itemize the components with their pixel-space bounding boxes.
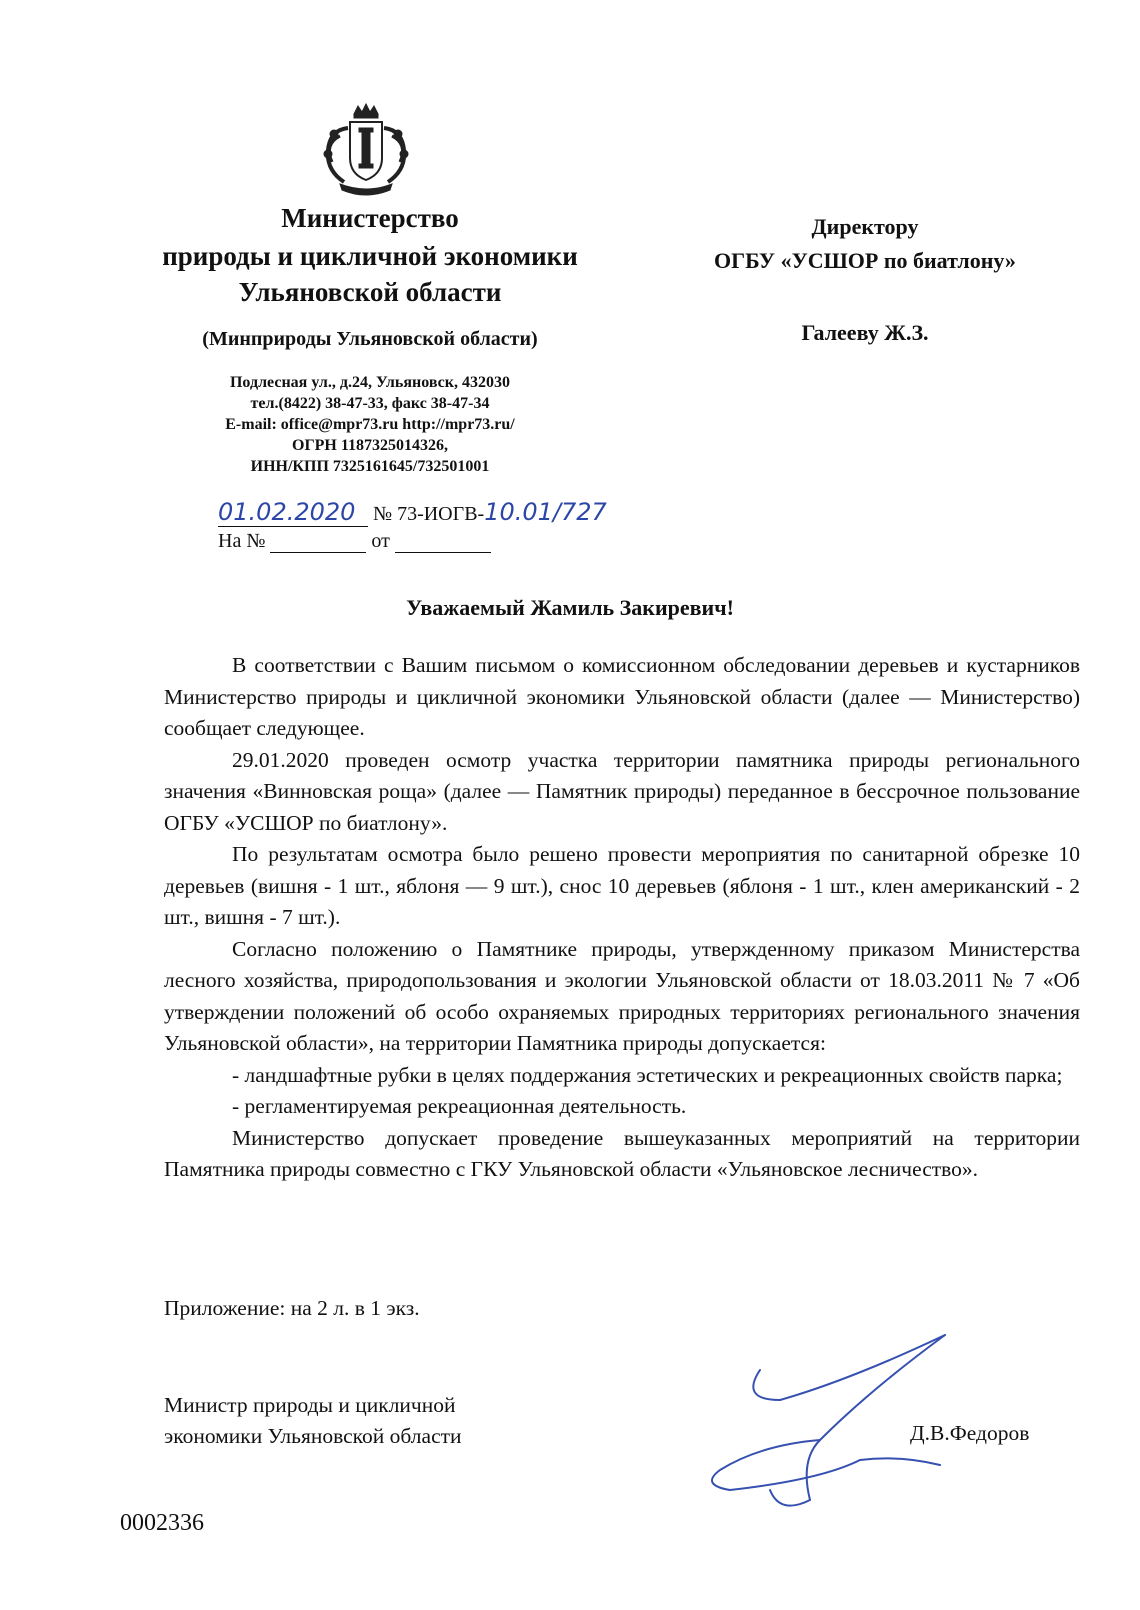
org-name-line2: природы и цикличной экономики	[162, 241, 578, 271]
reply-date-blank	[395, 534, 491, 553]
signatory-title	[164, 1390, 462, 1452]
address-line: Подлесная ул., д.24, Ульяновск, 432030	[229, 374, 510, 391]
addressee-block	[660, 210, 1070, 350]
org-short-name: (Минприроды Ульяновской области)	[202, 328, 538, 350]
body-paragraph: По результатам осмотра было решено провести мероприятия по санитарной обрезке 10 деревьев (вишня - 1 шт., яблоня — 9 шт.), снос 10 деревьев (яблоня - 1 шт., клен американский - 2 шт., вишня - 7 шт.).	[164, 842, 1080, 929]
email-line: E-mail: office@mpr73.ru http://mpr73.ru/	[225, 416, 515, 433]
reply-date-label: от	[371, 530, 390, 552]
reply-number-label: На №	[218, 530, 266, 552]
body-bullet-item: - ландшафтные рубки в целях поддержания эстетических и рекреационных свойств парка;	[232, 1062, 1063, 1087]
body-paragraph: 29.01.2020 проведен осмотр участка территории памятника природы регионального значения «Винновская роща» (далее — Памятник природы) переданное в бессрочное пользование ОГБУ «УСШОР по биатлону».	[164, 747, 1080, 835]
addressee-name: Галееву Ж.З.	[801, 320, 929, 345]
org-name-line1: Министерство	[281, 203, 459, 233]
registration-date-field	[218, 498, 368, 527]
registration-number-prefix: № 73-ИОГВ-	[373, 503, 485, 525]
org-name-line3: Ульяновской области	[238, 277, 502, 307]
phone-line: тел.(8422) 38-47-33, факс 38-47-34	[250, 395, 490, 412]
body-bullet-item: - регламентируемая рекреационная деятельность.	[232, 1094, 687, 1118]
body-paragraph: Министерство допускает проведение вышеуказанных мероприятий на территории Памятника природы совместно с ГКУ Ульяновской области «Ульяновское лесничество».	[164, 1125, 1080, 1181]
attachment-note: Приложение: на 2 л. в 1 экз.	[164, 1296, 420, 1320]
signatory-title-line2: экономики Ульяновской области	[164, 1424, 462, 1448]
body-paragraph: Согласно положению о Памятнике природы, утвержденному приказом Министерства лесного хозяйства, природопользования и экологии Ульяновской области от 18.03.2011 № 7 «Об утверждении положений об особо охраняемых природных территориях регионального значения Ульяновской области», на территории Памятника природы допускается:	[164, 936, 1080, 1055]
org-address-block	[180, 372, 560, 477]
signatory-name: Д.В.Федоров	[910, 1421, 1030, 1445]
inn-kpp-line: ИНН/КПП 7325161645/732501001	[250, 458, 490, 475]
registration-line	[218, 498, 607, 527]
addressee-position: Директору	[811, 214, 919, 239]
letter-body	[164, 650, 1080, 1186]
registration-number-handwritten: 10.01/727	[484, 498, 607, 526]
salutation: Уважаемый Жамиль Закиревич!	[406, 595, 734, 620]
addressee-organization: ОГБУ «УСШОР по биатлону»	[714, 248, 1016, 273]
signatory-title-line1: Министр природы и цикличной	[164, 1393, 456, 1417]
coat-of-arms-icon	[310, 100, 422, 200]
reply-reference-line	[218, 530, 491, 553]
body-paragraph: В соответствии с Вашим письмом о комиссионном обследовании деревьев и кустарников Министерство природы и цикличной экономики Ульяновской области (далее — Министерство) сообщает следующее.	[164, 653, 1080, 740]
reply-number-blank	[270, 534, 366, 553]
ogrn-line: ОГРН 1187325014326,	[292, 437, 448, 454]
document-serial-number: 0002336	[120, 1510, 204, 1536]
registration-date-handwritten: 01.02.2020	[218, 498, 356, 526]
